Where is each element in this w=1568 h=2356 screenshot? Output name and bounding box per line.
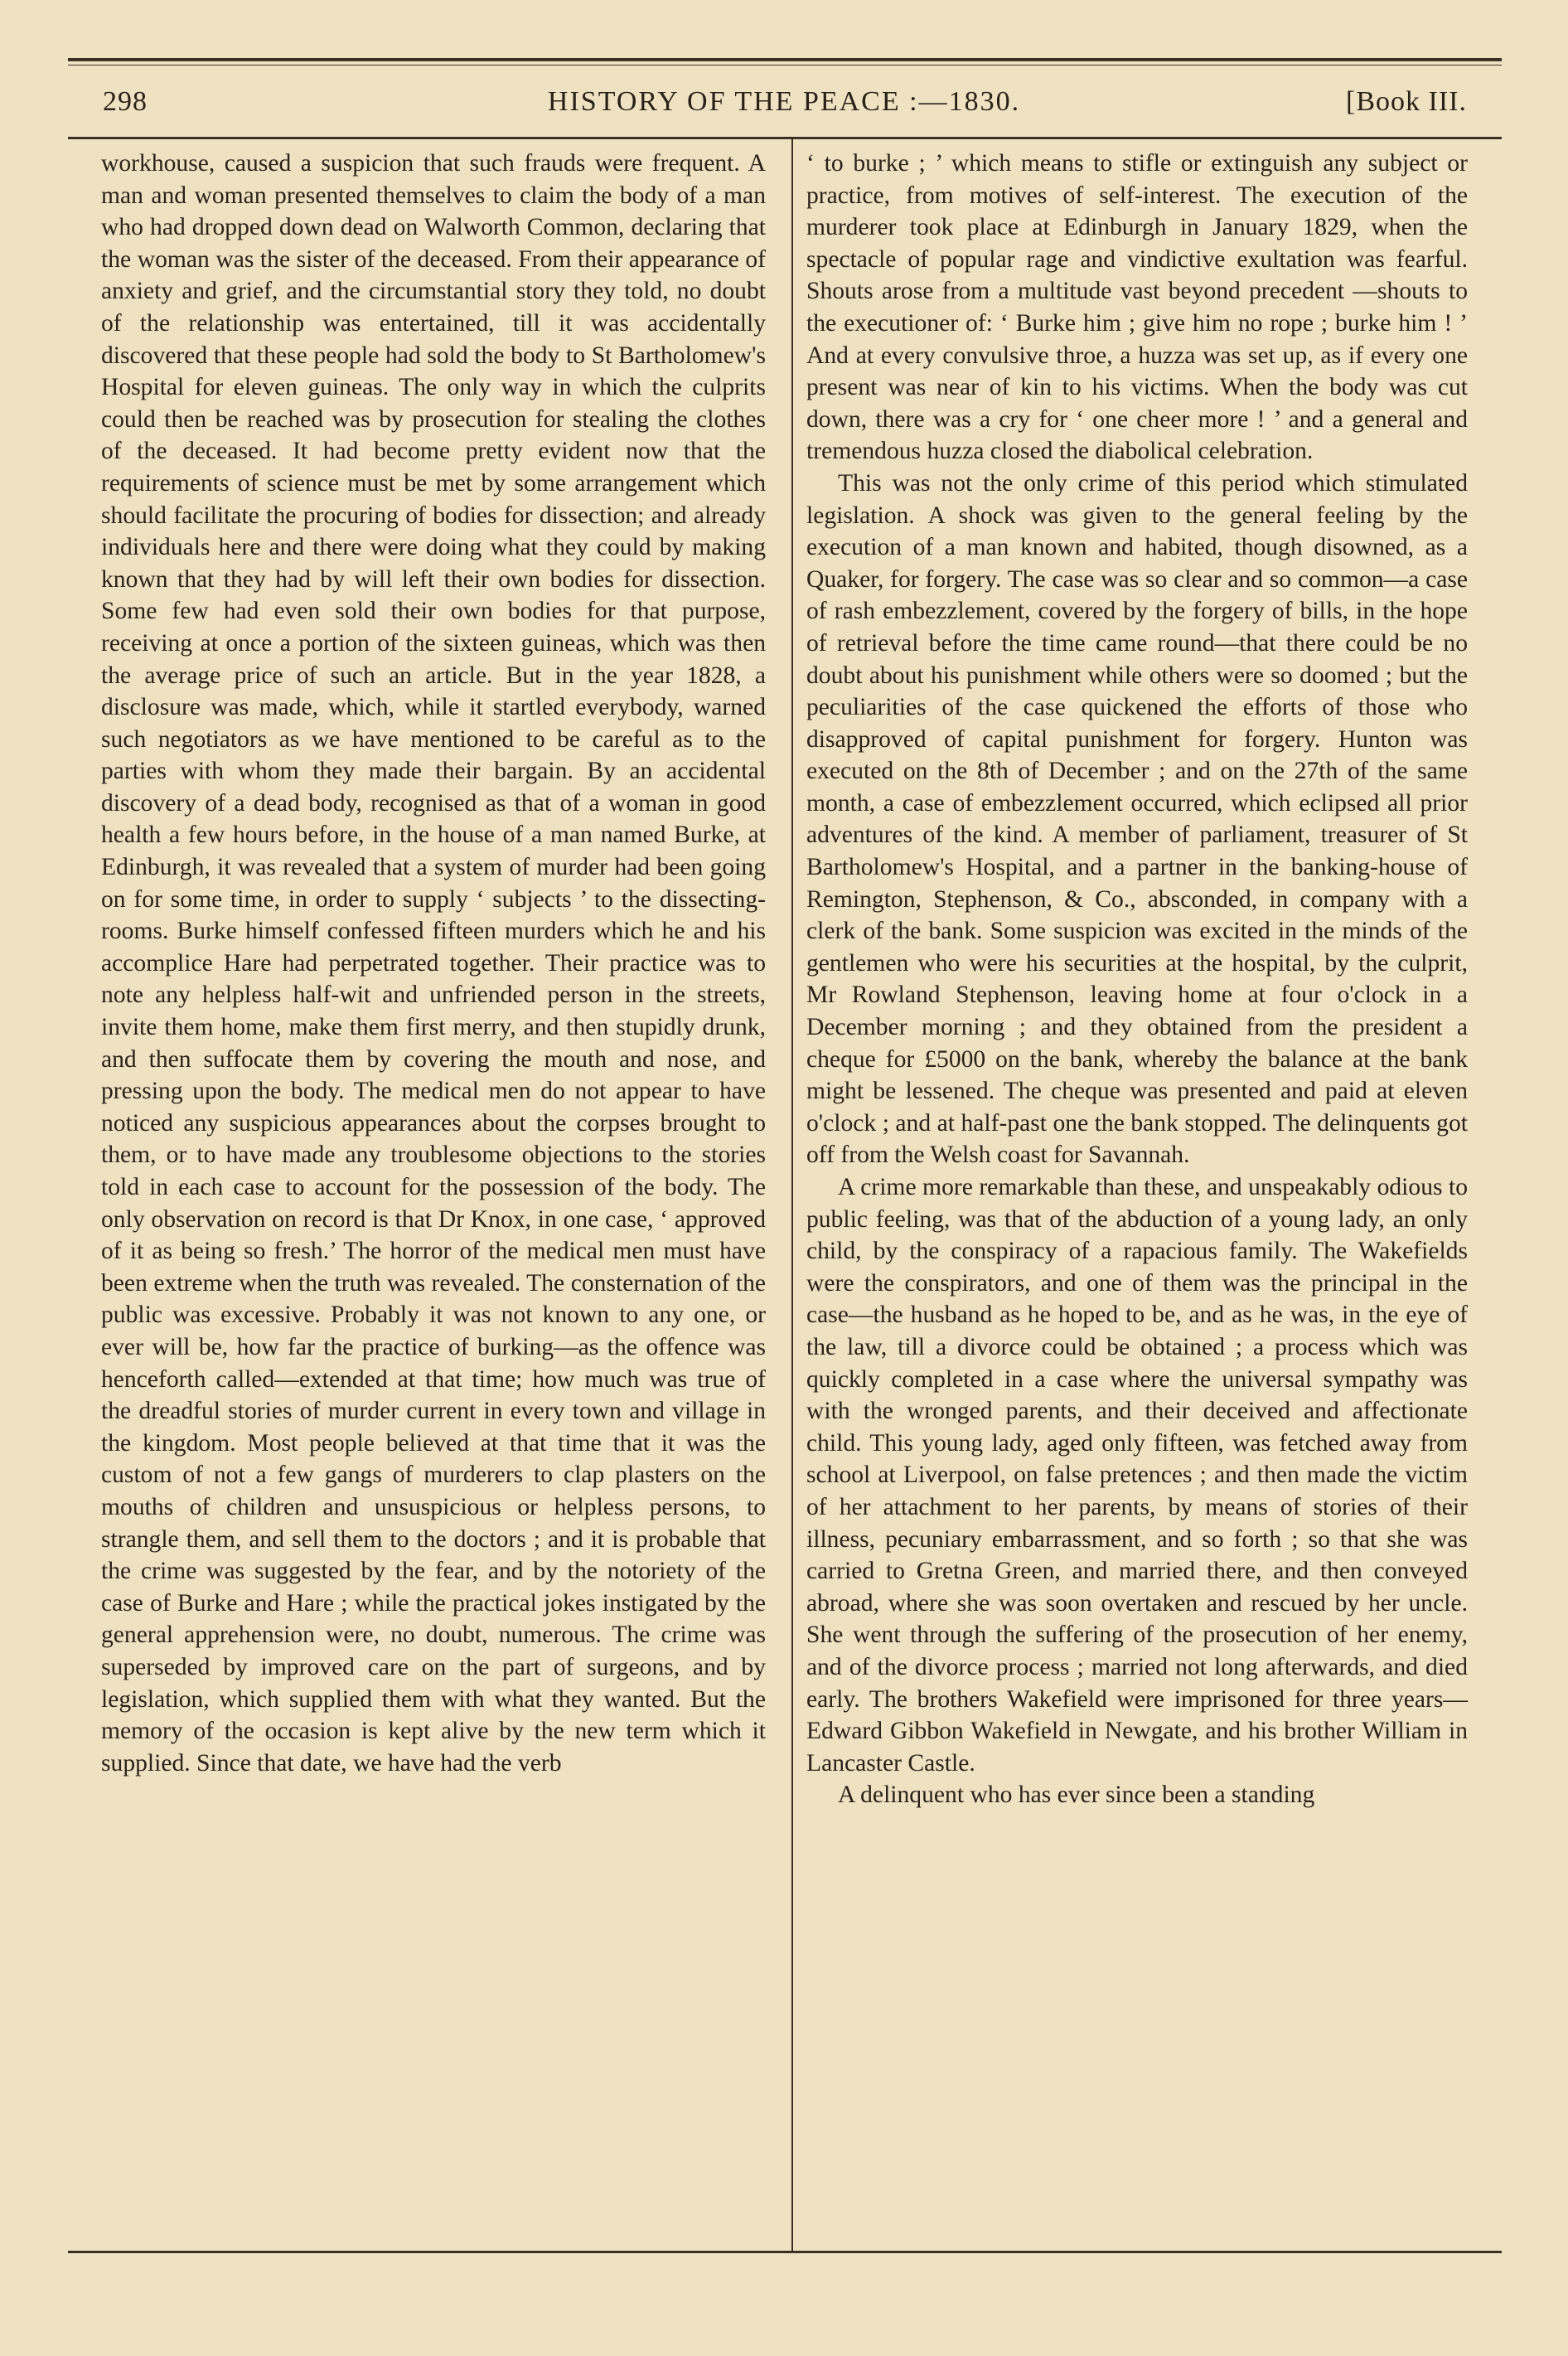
header-rule xyxy=(68,137,1502,139)
book-label: [Book III. xyxy=(1346,86,1467,117)
top-rule-thick xyxy=(68,58,1502,61)
right-paragraph-4: A delinquent who has ever since been a standing xyxy=(838,1782,1315,1809)
running-title: HISTORY OF THE PEACE :—1830. xyxy=(547,86,1021,117)
right-paragraph-3: A crime more remarkable than these, and unspeakably odious to public feeling, was that of the abduction of a young lady, an only child, by the conspiracy of a rapacious family. The Wakefields were the conspirators, and one of them was the principal in the case—the husband as he hoped to be, and as he was, in the eye of the law, till a divorce could be obtained ; a process which was quickly completed in a case where the universal sympathy was with the wronged parents, and their deceived and affectionate child. This young lady, aged only fifteen, was fetched away from school at Liverpool, on false pretences ; and then made the victim of her attachment to her parents, by means of stories of their illness, pecuniary embarrassment, and so forth ; so that she was carried to Gretna Green, and married there, and then conveyed abroad, where she was soon overtaken and rescued by her uncle. She went through the suffering of the prosecution of her enemy, and of the divorce process ; married not long afterwards, and died early. The brothers Wakefield were imprisoned for three years—Edward Gibbon Wakefield in Newgate, and his brother William in Lancaster Castle. xyxy=(806,1174,1468,1777)
page-number: 298 xyxy=(103,86,148,117)
left-column xyxy=(101,148,766,2245)
right-paragraph-2: This was not the only crime of this period which stimulated legislation. A shock was given to the general feeling by the execution of a man known and habited, though disowned, as a Quaker, for forgery. The case was so clear and so common—a case of rash embezzlement, covered by the forgery of bills, in the hope of retrieval before the time came round—that there could be no doubt about his punishment while others were so doomed ; but the peculiarities of the case quickened the efforts of those who disapproved of capital punishment for forgery. Hunton was executed on the 8th of December ; and on the 27th of the same month, a case of embezzlement occurred, which eclipsed all prior adventures of the kind. A member of parliament, treasurer of St Bartholomew's Hospital, and a partner in the banking-house of Remington, Stephenson, & Co., absconded, in company with a clerk of the bank. Some suspicion was excited in the minds of the gentlemen who were his securities at the hospital, by the culprit, Mr Rowland Stephenson, leaving home at four o'clock in a December morning ; and they obtained from the president a cheque for £5000 on the bank, whereby the balance at the bank might be lessened. The cheque was presented and paid at eleven o'clock ; and at half-past one the bank stopped. The delinquents got off from the Welsh coast for Savannah. xyxy=(806,469,1468,1169)
right-column xyxy=(806,148,1468,2245)
left-paragraph-1: workhouse, caused a suspicion that such frauds were frequent. A man and woman presented themselves to claim the body of a man who had dropped down dead on Walworth Common, declaring that the woman was the sister of the deceased. From their appearance of anxiety and grief, and the circumstantial story they told, no doubt of the relationship was entertained, till it was accidentally discovered that these people had sold the body to St Bartholomew's Hospital for eleven guineas. The only way in which the culprits could then be reached was by prosecution for stealing the clothes of the deceased. It had become pretty evident now that the requirements of science must be met by some arrangement which should facilitate the procuring of bodies for dissection; and already individuals here and there were doing what they could by making known that they had by will left their own bodies for dissection. Some few had even sold their own bodies for that purpose, receiving at once a portion of the sixteen guineas, which was then the average price of such an article. But in the year 1828, a disclosure was made, which, while it startled everybody, warned such negotiators as we have mentioned to be careful as to the parties with whom they made their bargain. By an accidental discovery of a dead body, recognised as that of a woman in good health a few hours before, in the house of a man named Burke, at Edinburgh, it was revealed that a system of murder had been going on for some time, in order to supply ‘ subjects ’ to the dissecting-rooms. Burke himself confessed fifteen murders which he and his accomplice Hare had perpetrated together. Their practice was to note any helpless half-wit and unfriended person in the streets, invite them home, make them first merry, and then stupidly drunk, and then suffocate them by covering the mouth and nose, and pressing upon the body. The medical men do not appear to have noticed any suspicious appearances about the corpses brought to them, or to have made any troublesome objections to the stories told in each case to account for the possession of the body. The only observation on record is that Dr Knox, in one case, ‘ approved of it as being so fresh.’ The horror of the medical men must have been extreme when the truth was revealed. The consternation of the public was excessive. Probably it was not known to any one, or ever will be, how far the practice of burking—as the offence was henceforth called—extended at that time; how much was true of the dreadful stories of murder current in every town and village in the kingdom. Most people believed at that time that it was the custom of not a few gangs of murderers to clap plasters on the mouths of children and unsuspicious or helpless persons, to strangle them, and sell them to the doctors ; and it is probable that the crime was suggested by the fear, and by the notoriety of the case of Burke and Hare ; while the practical jokes instigated by the general apprehension were, no doubt, numerous. The crime was superseded by improved care on the part of surgeons, and by legislation, which supplied them with what they wanted. But the memory of the occasion is kept alive by the new term which it supplied. Since that date, we have had the verb xyxy=(101,150,766,1777)
bottom-rule xyxy=(68,2251,1502,2253)
column-divider xyxy=(791,139,793,2251)
right-paragraph-1: ‘ to burke ; ’ which means to stifle or extinguish any subject or practice, from motives of self-interest. The execution of the murderer took place at Edinburgh in January 1829, when the spectacle of popular rage and vindictive exultation was fearful. Shouts arose from a multitude vast beyond precedent —shouts to the executioner of: ‘ Burke him ; give him no rope ; burke him ! ’ And at every convulsive throe, a huzza was set up, as if every one present was near of kin to his victims. When the body was cut down, there was a cry for ‘ one cheer more ! ’ and a general and tremendous huzza closed the diabolical celebration. xyxy=(806,150,1468,465)
